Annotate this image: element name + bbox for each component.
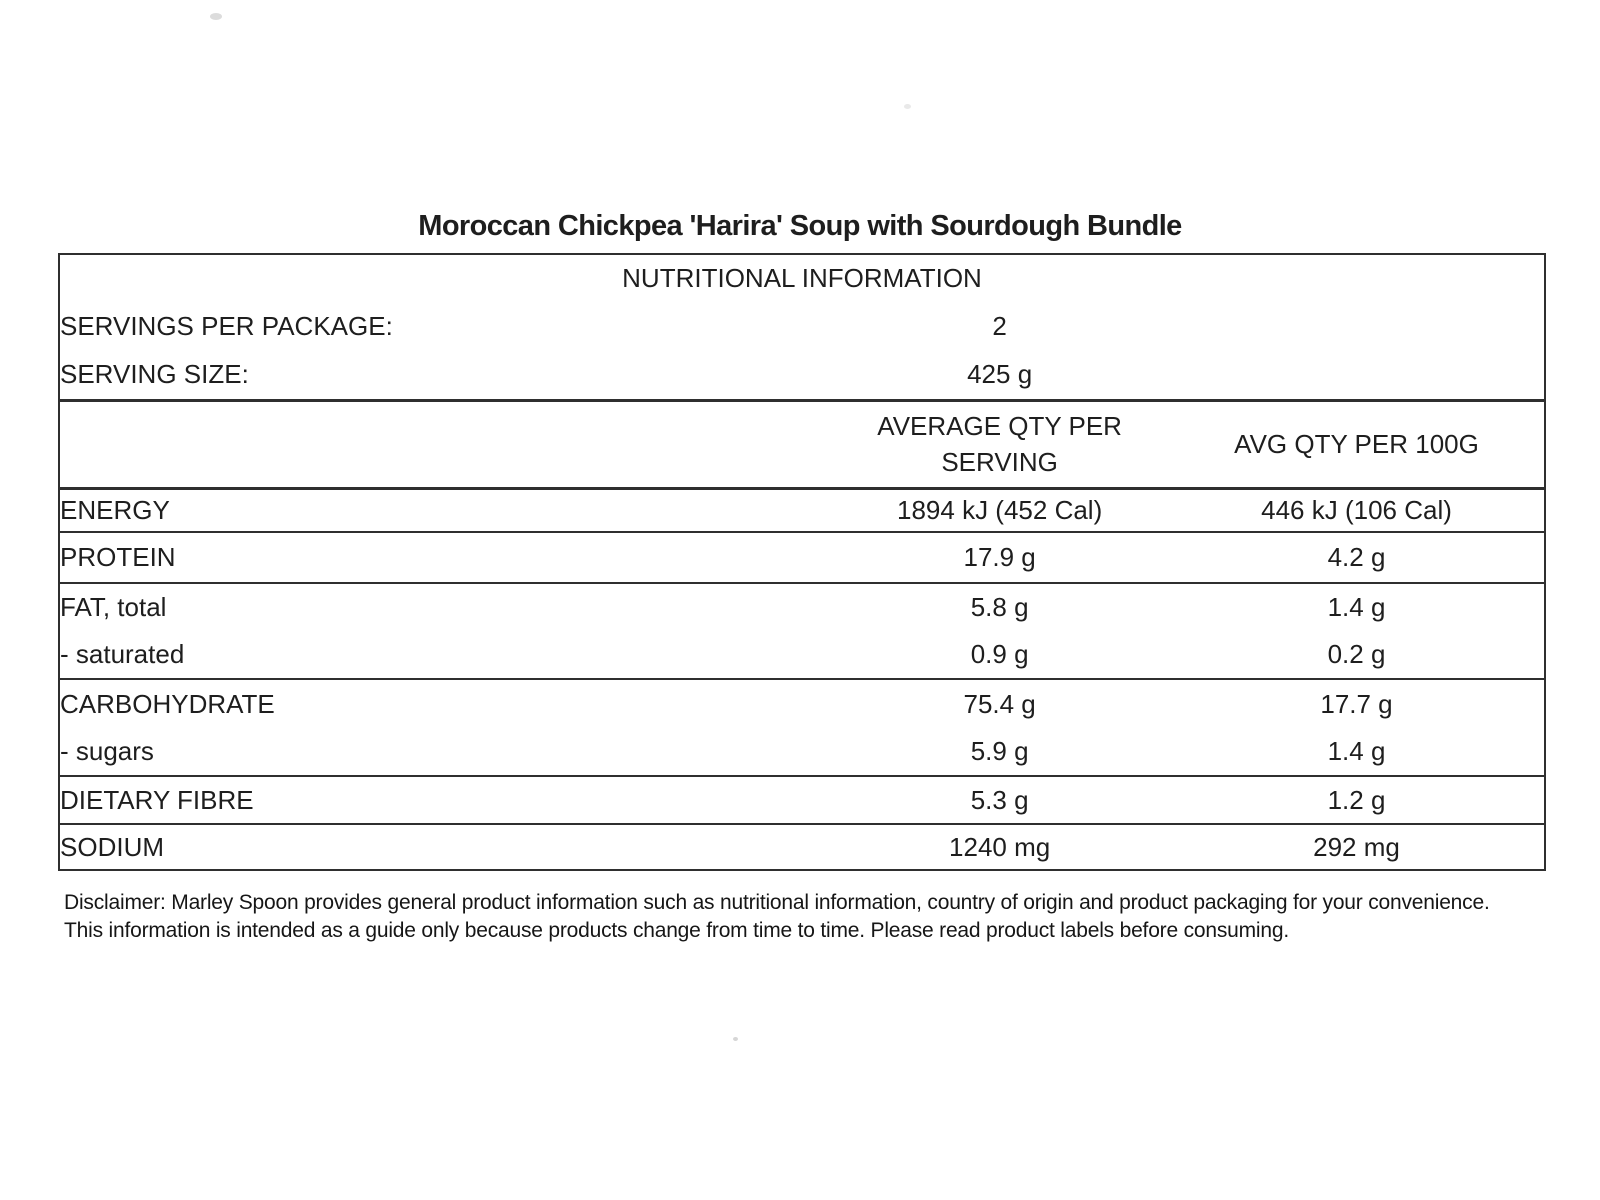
nutrient-row-fat-total	[59, 583, 1545, 631]
disclaimer-line-1: Disclaimer: Marley Spoon provides general product information such as nutritional information, country of origin and product packaging for your convenience.	[64, 891, 1490, 914]
value-per-100g: 292 mg	[1313, 831, 1400, 862]
nutrient-row-energy	[59, 488, 1545, 532]
value-per-100g: 1.4 g	[1169, 728, 1545, 776]
disclaimer-line-2: This information is intended as a guide only because products change from time to time. Please read product labels before consuming.	[64, 918, 1289, 942]
scan-speck	[210, 13, 222, 20]
col-header-per-100g: AVG QTY PER 100G	[1169, 400, 1545, 488]
nutrient-row-dietary-fibre	[59, 776, 1545, 824]
table-header-row	[59, 254, 1545, 302]
value-per-serving: 5.3 g	[830, 776, 1169, 824]
value-per-serving: 17.9 g	[830, 532, 1169, 583]
nutrient-label: DIETARY FIBRE	[59, 776, 830, 824]
nutrient-label: CARBOHYDRATE	[60, 688, 275, 719]
nutrient-row-protein	[59, 532, 1545, 583]
scan-speck	[733, 1037, 738, 1041]
product-title: Moroccan Chickpea 'Harira' Soup with Sourdough Bundle	[418, 210, 1182, 242]
nutrient-label: FAT, total	[60, 592, 167, 622]
serving-size-value: 425 g	[830, 350, 1169, 400]
nutrient-label: - sugars	[59, 728, 830, 776]
empty-cell	[1169, 302, 1545, 350]
nutrition-table	[58, 253, 1546, 871]
value-per-100g: 1.2 g	[1169, 776, 1545, 824]
value-per-100g: 0.2 g	[1169, 631, 1545, 679]
value-per-100g: 17.7 g	[1320, 688, 1393, 719]
disclaimer-text	[64, 889, 1564, 944]
value-per-100g: 446 kJ (106 Cal)	[1169, 488, 1545, 532]
value-per-100g: 1.4 g	[1327, 592, 1386, 622]
nutrient-label: ENERGY	[59, 488, 830, 532]
column-header-row	[59, 400, 1545, 488]
scan-speck	[904, 104, 911, 109]
nutrient-row-sugars	[59, 728, 1545, 776]
nutrient-label: - saturated	[59, 631, 830, 679]
value-per-serving: 5.9 g	[830, 728, 1169, 776]
nutrient-row-sodium	[59, 824, 1545, 870]
value-per-serving: 75.4 g	[963, 688, 1036, 719]
nutrient-row-fat-saturated	[59, 631, 1545, 679]
col-header-per-serving: AVERAGE QTY PER SERVING	[830, 400, 1169, 488]
servings-value: 2	[992, 310, 1007, 341]
table-title: NUTRITIONAL INFORMATION	[622, 263, 982, 293]
nutrient-label: PROTEIN	[59, 532, 830, 583]
empty-cell	[1169, 350, 1545, 400]
empty-cell	[59, 400, 830, 488]
value-per-serving: 1894 kJ (452 Cal)	[830, 488, 1169, 532]
serving-size-label: SERVING SIZE:	[59, 350, 830, 400]
nutrient-label: SODIUM	[60, 831, 164, 862]
value-per-serving: 0.9 g	[830, 631, 1169, 679]
value-per-serving: 5.8 g	[970, 592, 1029, 622]
serving-size-row	[59, 350, 1545, 400]
nutrient-row-carbohydrate	[59, 679, 1545, 728]
value-per-100g: 4.2 g	[1169, 532, 1545, 583]
value-per-serving: 1240 mg	[949, 831, 1051, 862]
servings-row	[59, 302, 1545, 350]
servings-label: SERVINGS PER PACKAGE:	[60, 310, 393, 341]
